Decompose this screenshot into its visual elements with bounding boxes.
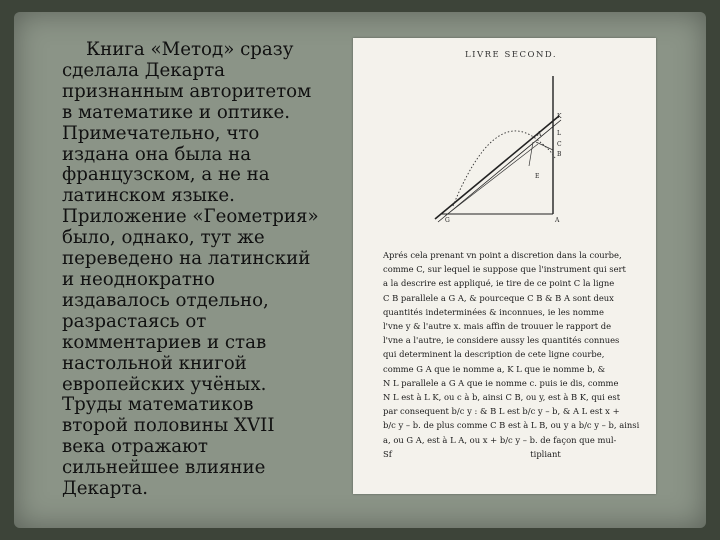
text-line: Труды математиков bbox=[62, 394, 254, 416]
label-l: L bbox=[557, 130, 561, 137]
book-text-line: Sf tipliant bbox=[383, 448, 561, 459]
book-text-line: a la descrire est appliqué, ie tire de ce point C la ligne bbox=[383, 278, 615, 289]
book-text-line: par consequent b/c y : & B L est b/c y – b, & A L est x + bbox=[383, 406, 620, 417]
text-line: издавалось отдельно, bbox=[62, 289, 269, 311]
book-page-header: LIVRE SECOND. bbox=[465, 50, 558, 60]
book-page-text bbox=[383, 248, 645, 461]
book-text-line: l'vne y & l'autre x. mais affin de trouuer le rapport de bbox=[383, 321, 612, 332]
book-page-image bbox=[353, 38, 656, 494]
label-b: B bbox=[557, 151, 562, 158]
text-line: Примечательно, что bbox=[62, 122, 260, 144]
text-line: разрастаясь от bbox=[62, 310, 207, 332]
text-line: в математике и оптике. bbox=[62, 101, 290, 123]
segment-cb bbox=[536, 142, 553, 150]
book-text-line: comme C, sur lequel ie suppose que l'instrument qui sert bbox=[383, 264, 626, 275]
book-text-line: N L parallele a G A que ie nomme c. puis ie dis, comme bbox=[383, 377, 619, 388]
text-line: настольной книгой bbox=[62, 352, 247, 374]
slide-body-text bbox=[62, 40, 342, 500]
text-line: Декарта. bbox=[62, 478, 149, 500]
text-line: сделала Декарта bbox=[62, 59, 226, 81]
book-text-line: N L est à L K, ou c à b, ainsi C B, ou y, est à B K, qui est bbox=[383, 392, 621, 403]
text-line: и неоднократно bbox=[62, 268, 215, 290]
text-line: сильнейшее влияние bbox=[62, 457, 266, 479]
text-line: переведено на латинский bbox=[62, 248, 311, 270]
book-text-line: comme G A que ie nomme a, K L que ie nomme b, & bbox=[383, 363, 606, 374]
book-text-line: Aprés cela prenant vn point a discretion dans la courbe, bbox=[383, 250, 622, 260]
dotted-curve bbox=[453, 131, 555, 206]
text-line: издана она была на bbox=[62, 143, 252, 165]
text-line: века отражают bbox=[62, 436, 208, 458]
text-line: Книга «Метод» сразу bbox=[86, 39, 294, 60]
text-line: второй половины XVII bbox=[62, 415, 275, 437]
book-text-line: qui determinent la description de cete ligne courbe, bbox=[383, 349, 605, 360]
label-k: K bbox=[557, 113, 562, 120]
label-a-bottom: A bbox=[555, 217, 560, 224]
guide-line bbox=[445, 144, 538, 216]
label-a-top: A bbox=[537, 131, 542, 138]
text-line: Приложение «Геометрия» bbox=[62, 206, 319, 228]
book-text-line: l'vne a l'autre, ie considere aussy les quantités connues bbox=[383, 335, 620, 346]
label-c: C bbox=[557, 141, 562, 148]
book-text-line: a, ou G A, est à L A, ou x + b/c y – b. de façon que mul- bbox=[383, 434, 617, 445]
text-line: было, однако, тут же bbox=[62, 227, 265, 249]
label-e: E bbox=[535, 173, 540, 180]
text-line: латинском языке. bbox=[62, 185, 235, 207]
book-text-line: C B parallele a G A, & pourceque C B & B A sont deux bbox=[383, 292, 614, 303]
book-text-line: quantités indeterminées & inconnues, ie les nomme bbox=[383, 306, 604, 317]
text-line: комментариев и став bbox=[62, 331, 267, 353]
book-text-line: b/c y – b. de plus comme C B est à L B, ou y a b/c y – b, ainsi bbox=[383, 420, 640, 431]
label-g: G bbox=[445, 217, 450, 224]
text-line: европейских учёных. bbox=[62, 373, 267, 395]
text-line: французском, а не на bbox=[62, 164, 270, 186]
text-line: признанным авторитетом bbox=[62, 80, 312, 102]
